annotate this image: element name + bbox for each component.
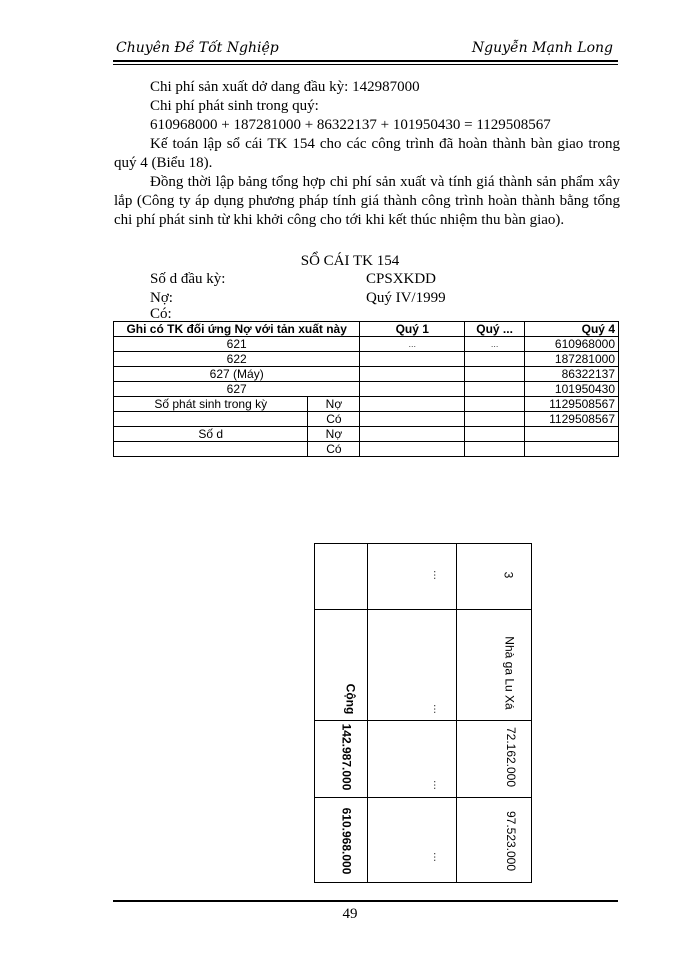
balance-debit-label: Nợ — [308, 427, 360, 442]
header-rule — [113, 60, 618, 62]
row-q1 — [360, 352, 465, 367]
credit-label: Có: — [150, 306, 172, 322]
row-account: 621 — [114, 337, 360, 352]
rot-project-opening: 72.162.000 — [504, 726, 519, 788]
col-header-qx: Quý ... — [465, 322, 525, 337]
row-qx — [465, 352, 525, 367]
debit-label: Nợ: — [150, 290, 173, 306]
row-account: 627 — [114, 382, 360, 397]
row-q1: ... — [360, 337, 465, 352]
rot-dots: ... — [431, 569, 446, 581]
opening-label: Số d đầu kỳ: — [150, 271, 226, 287]
table-row — [114, 367, 619, 382]
rot-index: 3 — [501, 571, 516, 579]
ledger-intro-paragraph: Kế toán lập sổ cái TK 154 cho các công trình đã hoàn thành bàn giao trong quý 4 (Biểu 18). — [114, 136, 620, 171]
rot-dots: ... — [431, 779, 446, 791]
body-text — [114, 78, 620, 230]
arising-debit-row — [114, 397, 619, 412]
col-header-account: Ghi có TK đối ứng Nợ với tản xuất này — [114, 322, 360, 337]
rot-total-621: 610.968.000 — [339, 807, 354, 875]
rotated-summary-table — [314, 543, 532, 883]
arising-credit-row — [114, 412, 619, 427]
rot-total-label: Cộng — [343, 683, 358, 715]
row-q4: 101950430 — [525, 382, 619, 397]
debit-value: Quý IV/1999 — [366, 290, 446, 306]
row-q4: 187281000 — [525, 352, 619, 367]
balance-label: Số d — [114, 427, 308, 442]
rot-dots: ... — [431, 851, 446, 863]
row-q4: 610968000 — [525, 337, 619, 352]
arising-credit-label: Có — [308, 412, 360, 427]
row-q1 — [360, 367, 465, 382]
row-qx — [465, 382, 525, 397]
balance-debit-row — [114, 427, 619, 442]
cost-sum-line: 610968000 + 187281000 + 86322137 + 101950430 = 1129508567 — [150, 117, 551, 133]
opening-value: CPSXKDD — [366, 271, 437, 287]
row-q4: 86322137 — [525, 367, 619, 382]
rot-dots: ... — [431, 703, 446, 715]
row-account: 627 (Máy) — [114, 367, 360, 382]
balance-credit-row — [114, 442, 619, 457]
rot-total-opening: 142.987.000 — [339, 723, 354, 791]
ledger-table — [113, 321, 619, 457]
table-row — [114, 352, 619, 367]
header-rule-thin — [113, 64, 618, 65]
footer-rule — [113, 900, 618, 902]
balance-credit-label: Có — [308, 442, 360, 457]
arising-credit-q4: 1129508567 — [525, 412, 619, 427]
col-header-q4: Quý 4 — [525, 322, 619, 337]
rot-project-621: 97.523.000 — [504, 810, 519, 872]
costs-arising-line: Chi phí phát sinh trong quý: — [150, 98, 319, 114]
header-right: Nguyễn Mạnh Long — [471, 40, 613, 56]
table-row — [114, 337, 619, 352]
row-q1 — [360, 382, 465, 397]
row-qx: ... — [465, 337, 525, 352]
ledger-title: SỔ CÁI TK 154 — [300, 253, 400, 269]
wip-opening-line: Chi phí sản xuất dở dang đầu kỳ: 142987000 — [150, 79, 420, 95]
page-number: 49 — [342, 906, 358, 922]
arising-debit-q4: 1129508567 — [525, 397, 619, 412]
header-left: Chuyên Đề Tốt Nghiệp — [116, 40, 279, 56]
row-account: 622 — [114, 352, 360, 367]
rot-project-name: Nhà ga Lu Xá — [502, 636, 517, 710]
arising-label: Số phát sinh trong kỳ — [114, 397, 308, 412]
row-qx — [465, 367, 525, 382]
col-header-q1: Quý 1 — [360, 322, 465, 337]
arising-debit-label: Nợ — [308, 397, 360, 412]
summary-paragraph: Đồng thời lập bảng tổng hợp chi phí sản xuất và tính giá thành sản phẩm xây lắp (Công ty áp dụng phương pháp tính giá thành công trình hoàn thành bằng tổng chi phí phát sinh từ khi khởi công cho tới khi kết thúc nhiệm thu bàn giao). — [114, 174, 620, 228]
ledger-header-row — [114, 322, 619, 337]
table-row — [114, 382, 619, 397]
